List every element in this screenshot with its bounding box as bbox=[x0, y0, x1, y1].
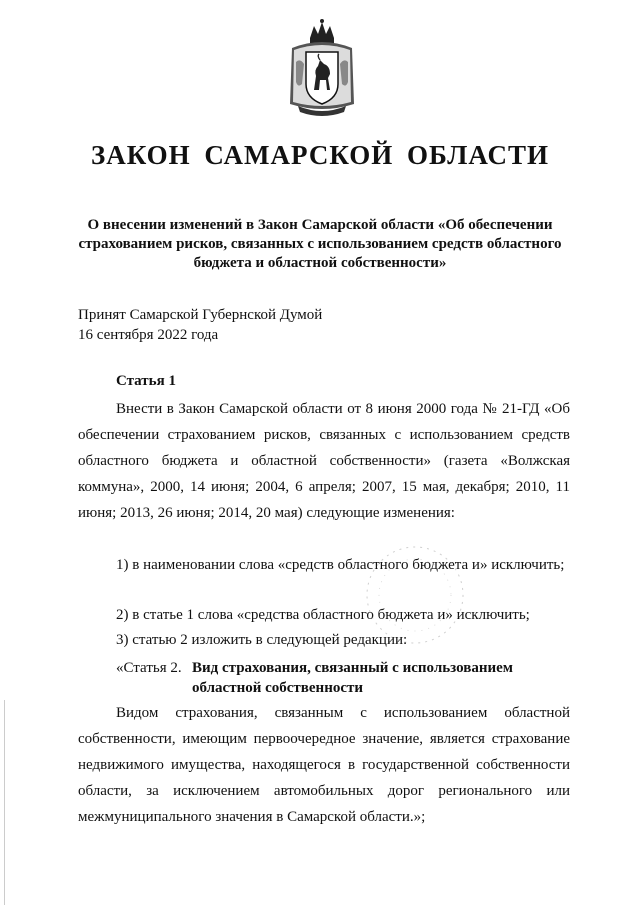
adoption-date: 16 сентября 2022 года bbox=[78, 327, 219, 343]
new-article-title-line2: областной собственности bbox=[192, 680, 363, 696]
scan-edge-line bbox=[4, 700, 5, 905]
law-subject: О внесении изменений в Закон Самарской области «Об обеспечении страхованием рисков, связанных с использованием средств областного бюджета и областной собственности» bbox=[78, 217, 562, 271]
adoption-body: Принят Самарской Губернской Думой bbox=[78, 307, 323, 323]
coat-of-arms-icon bbox=[284, 18, 360, 118]
new-article-number: «Статья 2. bbox=[116, 660, 182, 676]
amendment-item-2: 2) в статье 1 слова «средства областного бюджета и» исключить; bbox=[116, 607, 530, 623]
adoption-info bbox=[78, 305, 322, 345]
amendment-item-3: 3) статью 2 изложить в следующей редакции: bbox=[116, 632, 408, 648]
article-intro-paragraph: Внести в Закон Самарской области от 8 июня 2000 года № 21-ГД «Об обеспечении страхованием рисков, связанных с использованием средств областного бюджета и областной собственности» (газета «Волжская коммуна», 2000, 14 июня; 2004, 6 апреля; 2007, 15 мая, декабря; 2010, 11 июня; 2013, 26 июня; 2014, 20 мая) следующие изменения: bbox=[78, 401, 570, 521]
new-article-body: Видом страхования, связанным с использованием областной собственности, имеющим первоочередное значение, является страхование недвижимого имущества, находящегося в государственной собственности области, за исключением автомобильных дорог регионального или межмуниципального значения в Самарской области.»; bbox=[78, 705, 570, 825]
faint-stamp-mark bbox=[360, 540, 470, 650]
amendment-item-1: 1) в наименовании слова «средств областного бюджета и» исключить; bbox=[116, 557, 565, 573]
law-title: ЗАКОН САМАРСКОЙ ОБЛАСТИ bbox=[91, 140, 549, 170]
coat-of-arms-emblem bbox=[284, 18, 360, 118]
new-article-heading bbox=[116, 658, 513, 698]
new-article-title-line1: Вид страхования, связанный с использованием bbox=[192, 660, 514, 676]
article-heading: Статья 1 bbox=[116, 373, 176, 389]
